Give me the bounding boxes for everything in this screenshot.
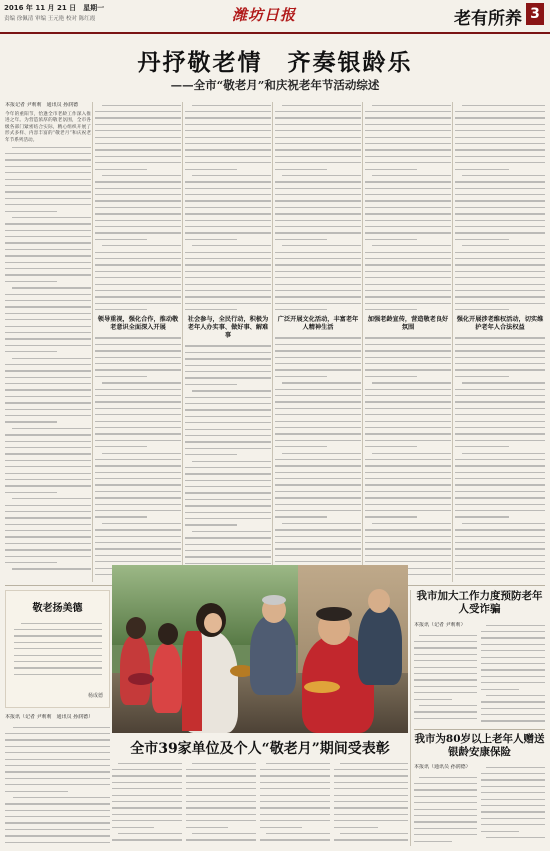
right-article-2-column-b bbox=[481, 764, 545, 846]
article-column-6 bbox=[455, 102, 545, 582]
bottom-column-5 bbox=[334, 760, 408, 846]
text-line bbox=[481, 834, 545, 840]
text-line bbox=[5, 839, 110, 845]
text-line bbox=[112, 837, 182, 843]
main-headline: 丹抒敬老情 齐奏银龄乐 bbox=[137, 49, 413, 76]
text-line bbox=[334, 837, 408, 843]
editor-credits: 责编 徐佩清 审编 王元艳 校对 陈红霞 bbox=[4, 16, 96, 22]
article-column-1 bbox=[5, 102, 91, 582]
article-byline: 本报记者 尹莉莉 通讯员 孙润德 bbox=[5, 102, 79, 108]
text-line bbox=[365, 307, 451, 313]
bottom-column-2 bbox=[112, 760, 182, 846]
article-column-4 bbox=[275, 102, 361, 582]
poem-title: 敬老扬美德 bbox=[32, 603, 83, 614]
bottom-left-column bbox=[5, 714, 110, 846]
news-photo bbox=[112, 565, 408, 733]
newspaper-logo: 潍坊日报 bbox=[232, 6, 297, 24]
poem-author: 杨成德 bbox=[87, 693, 103, 699]
text-line bbox=[455, 307, 545, 313]
text-line bbox=[14, 671, 102, 677]
poem-box bbox=[5, 590, 110, 708]
right-article-2-title: 我市为80岁以上老年人赠送银龄安康保险 bbox=[414, 733, 545, 758]
section-title: 老有所养 bbox=[454, 9, 522, 29]
text-line bbox=[185, 307, 271, 313]
article-subhead: 领导重视，强化合作，推动敬老意识全面深入开展 bbox=[97, 315, 179, 331]
text-line bbox=[414, 838, 477, 844]
right-article-1-column-b bbox=[481, 622, 545, 726]
bottom-column-3 bbox=[186, 760, 256, 846]
article-column-5 bbox=[365, 102, 451, 582]
text-line bbox=[5, 566, 91, 572]
text-line bbox=[186, 837, 256, 843]
article-column-2 bbox=[95, 102, 181, 582]
issue-date: 2016 年 11 月 21 日 星期一 bbox=[4, 4, 105, 12]
text-line bbox=[414, 715, 477, 721]
poem-text bbox=[14, 620, 102, 680]
text-line bbox=[481, 718, 545, 724]
article-subhead: 强化开展涉老维权活动，切实维护老年人合法权益 bbox=[456, 315, 544, 331]
right-article-1-column-a bbox=[414, 622, 477, 726]
bottom-article-byline: 本报讯（记者 尹莉莉 通讯员 孙润德） bbox=[5, 714, 94, 720]
article-subhead: 加强老龄宣传，营造敬老良好氛围 bbox=[367, 315, 449, 331]
right-article-2-column-a bbox=[414, 764, 477, 846]
text-line bbox=[455, 571, 545, 577]
article-lead: 今年的重阳节，恰逢全市老龄工作深入推进之年。为营造浓厚的敬老氛围，全市各级各部门紧密结合实际，精心组织开展了形式多样、内容丰富的“敬老月”和庆祝老年节系列活动。 bbox=[5, 112, 91, 143]
right-article-2-byline: 本报讯（通讯员 孙润德） bbox=[414, 764, 471, 770]
article-subhead: 广泛开展文化活动，丰富老年人精神生活 bbox=[277, 315, 359, 331]
bottom-headline: 全市39家单位及个人“敬老月”期间受表彰 bbox=[130, 741, 390, 757]
right-article-1-byline: 本报讯（记者 尹莉莉） bbox=[414, 622, 466, 628]
article-column-3 bbox=[185, 102, 271, 582]
main-subheadline: ——全市“敬老月”和庆祝老年节活动综述 bbox=[170, 78, 380, 92]
page-header bbox=[0, 0, 550, 34]
bottom-column-4 bbox=[260, 760, 330, 846]
text-line bbox=[260, 837, 330, 843]
text-line bbox=[95, 307, 181, 313]
article-subhead: 社会参与，全民行动，积极为老年人办实事、做好事、解难事 bbox=[187, 315, 269, 339]
page-number: 3 bbox=[526, 3, 544, 25]
right-article-1-title: 我市加大工作力度预防老年人受诈骗 bbox=[416, 590, 543, 615]
text-line bbox=[275, 307, 361, 313]
